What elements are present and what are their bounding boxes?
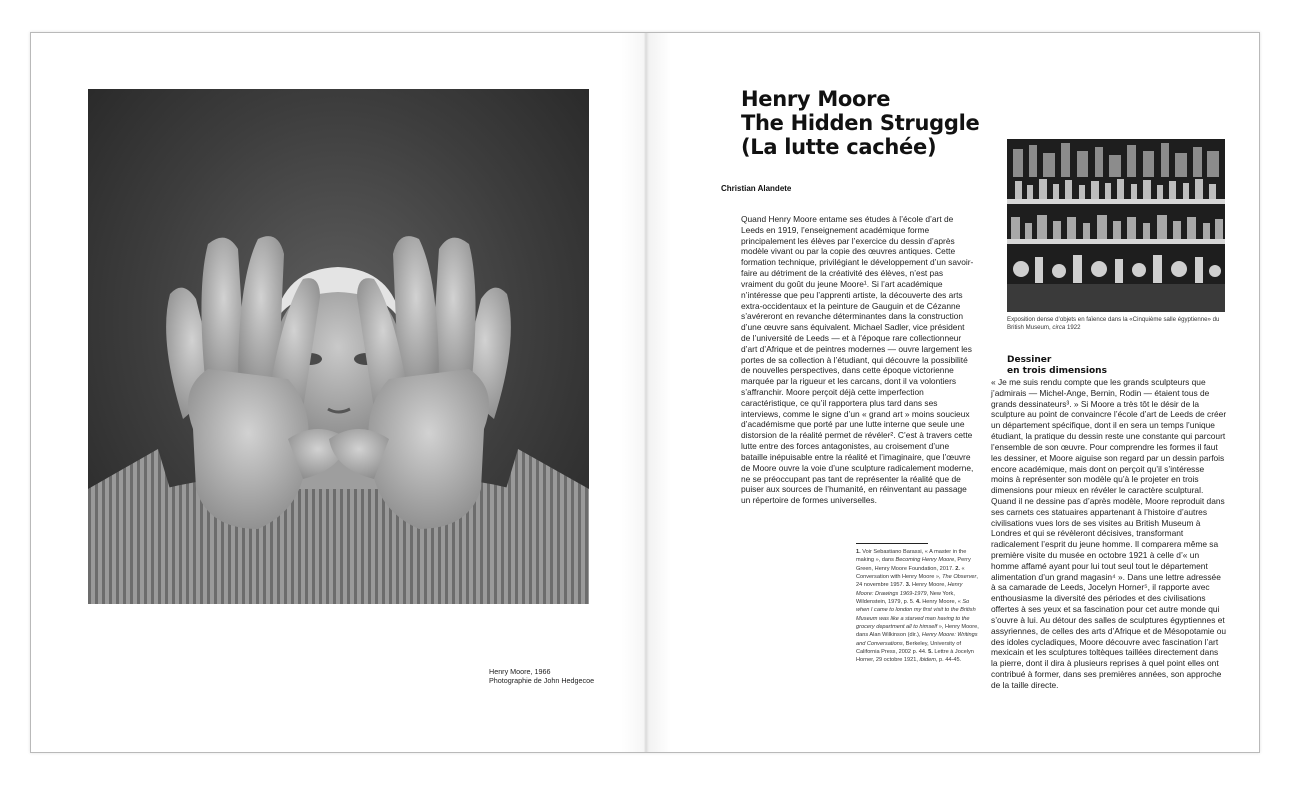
portrait-illustration — [88, 89, 589, 604]
footnote-rule — [856, 543, 928, 544]
footnote-3-title: Henry Moore: Drawings 1969-1979 — [856, 582, 963, 597]
museum-photo-caption-year: 1922 — [1066, 324, 1081, 331]
footnote-2-title: The Observer — [942, 574, 977, 581]
footnote-3-text-end: , New York, Wildenstein, 1979, p. 5. — [856, 590, 955, 606]
book-spine-shadow — [621, 33, 671, 752]
footnote-3-text: Henry Moore, — [912, 582, 946, 589]
title-line-3: (La lutte cachée) — [741, 135, 937, 159]
museum-photo-caption-circa: circa — [1052, 324, 1066, 331]
section-subheading — [1007, 355, 1107, 376]
footnote-5-title: ibidem — [919, 657, 936, 664]
footnote-2-number: 2. — [955, 565, 960, 572]
footnote-2-text: « Conversation with Henry Moore », — [856, 565, 965, 581]
museum-display-photo — [1007, 139, 1225, 312]
footnote-3-number: 3. — [905, 582, 911, 589]
subheading-line-1: Dessiner — [1007, 355, 1052, 365]
museum-photo-caption-text: Exposition dense d’objets en faïence dans la «Cinquième salle égyptienne» du British Museum, — [1007, 316, 1220, 331]
footnote-4-text-mid: », Henry Moore, dans Alan Wilkinson (dir.), — [856, 624, 979, 639]
footnote-1-text-end: , Perry Green, Henry Moore Foundation, 2017. — [856, 557, 971, 572]
book-spread — [30, 32, 1260, 753]
footnote-1-title: Becoming Henry Moore — [895, 557, 955, 564]
museum-photo-caption — [1007, 316, 1225, 332]
subheading-line-2: en trois dimensions — [1007, 365, 1107, 376]
title-line-2: The Hidden Struggle — [741, 111, 980, 135]
body-text-column-1: Quand Henry Moore entame ses études à l’école d’art de Leeds en 1919, l’enseignement académique forme principalement les élèves par l’exercice du dessin d’après modèle vivant ou par la copie des œuvres antiques. Cette formation technique, privilégiant le développement d’un savoir-faire au détriment de la créativité des élèves, n’est pas vraiment du goût du jeune Moore¹. Si l’art académique n’intéresse que peu l’apprenti artiste, la découverte des arts extra-occidentaux et la peinture de Gauguin et de Cézanne s’avéreront en revanche déterminantes dans la construction d’une œuvre sans équivalent. Michael Sadler, vice président de l’université de Leeds — et à l’époque rare collectionneur d’art d’Afrique et de peintres modernes — ouvre largement les portes de sa collection à l’étudiant, qui découvre la possibilité de nouvelles perspectives, dans cette époque victorienne marquée par la rigueur et les carcans, dont il va volontiers s’affranchir. Moore perçoit déjà cette imperfection caractéristique, ce qu’il rapportera plus tard dans ses interviews, comme le signe d’un « grand art » moins soucieux d’académisme que porté par une lutte interne que seule une distorsion de la réalité permet de révéler². C’est à travers cette lutte entre des forces antagonistes, au croisement d’une bataille inépuisable entre la réalité et l’imaginaire, que l’œuvre de Moore ouvre la voie d’une sculpture radicalement moderne, ne se préoccupant pas tant de représenter la réalité que de puiser aux sources de l’humanité, en réinventant au passage un répertoire de formes universelles. — [741, 214, 974, 506]
title-line-1: Henry Moore — [741, 87, 891, 111]
museum-display-illustration — [1007, 139, 1225, 312]
footnote-1-text: Voir Sebastiano Barassi, « A master in the making », dans — [856, 549, 967, 564]
portrait-caption-line2: Photographie de John Hedgecoe — [489, 676, 595, 685]
portrait-photo — [88, 89, 589, 604]
footnote-5-number: 5. — [928, 649, 933, 656]
footnotes — [856, 548, 981, 665]
author-name: Christian Alandete — [721, 184, 792, 193]
footnote-4-quote: So when I came to london my first visit to the British Museum was like a starved man having to the grocery department all to himself — [856, 599, 976, 631]
portrait-caption — [489, 667, 594, 685]
footnote-4-number: 4. — [916, 599, 921, 606]
footnote-4-title: Henry Moore: Writings and Conversations — [856, 632, 978, 647]
footnote-1-number: 1. — [856, 549, 861, 555]
body-text-column-2: « Je me suis rendu compte que les grands sculpteurs que j’admirais — Michel-Ange, Bernin, Rodin — étaient tous de grands dessinateurs³. » Si Moore a très tôt le désir de la sculpture au point de convaincre l’école d’art de Leeds de créer un département spécifique, dont il en sera un temps l’unique étudiant, la pratique du dessin reste une constante qui parcourt l’ensemble de son œuvre. Pour comprendre les formes il faut les dessiner, et Moore aiguise son regard par un dessin parfois encore académique, mais dont on perçoit qu’il s’intéresse moins à représenter son modèle qu’à le projeter en trois dimensions pour mieux en révéler le caractère sculptural. Quand il ne dessine pas d’après modèle, Moore reproduit dans ses carnets ces statuaires appartenant à l’histoire d’autres civilisations vues lors de ses visites au British Museum à Londres et qui se révèleront décisives, transformant radicalement l’esprit du jeune homme. Il comparera même sa première visite du musée en octobre 1921 à celle d’« un homme affamé ayant pour lui tout seul tout le département alimentation d’un grand magasin⁴ ». Dans une lettre adressée à sa camarade de Leeds, Jocelyn Horner⁵, il rapporte avec enthousiasme la diversité des périodes et des civilisations offertes à ses yeux et sa fascination pour cet autre monde qui s’ouvre à lui. Au détour des salles de sculptures égyptiennes et assyriennes, de celles des arts d’Afrique et de Mésopotamie ou des idoles cycladiques, Moore découvre avec fascination l’art mexicain et les sculptures toltèques taillées directement dans la pierre, dont il dira à plusieurs reprises à quel point elles ont contribué à former, dans ses premières années, son approche de la taille directe. — [991, 377, 1227, 690]
footnote-5-text-end: , p. 44-45. — [935, 657, 962, 664]
footnote-5-text: Lettre à Jocelyn Horner, 29 octobre 1921, — [856, 649, 974, 664]
footnote-4-text: Henry Moore, « — [922, 599, 961, 606]
article-title — [741, 87, 979, 159]
footnote-2-text-end: , 24 novembre 1957. — [856, 574, 978, 589]
portrait-caption-line1: Henry Moore, 1966 — [489, 667, 551, 676]
footnote-4-text-end: , Berkeley, University of California Press, 2002 p. 44. — [856, 640, 961, 656]
